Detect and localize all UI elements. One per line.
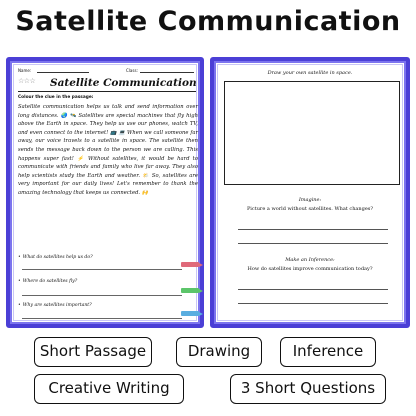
- answer-line-3[interactable]: [22, 318, 182, 319]
- answer-line-1[interactable]: [22, 269, 182, 270]
- class-label: Class:: [126, 68, 138, 73]
- question-2: • Where do satellites fly?: [18, 279, 78, 284]
- draw-instruction: Draw your own satellite in space.: [267, 70, 353, 76]
- name-label: Name:: [18, 68, 32, 73]
- imagine-heading: Imagine:: [298, 197, 322, 203]
- worksheet-title: Satellite Communication: [50, 77, 197, 89]
- class-line: [140, 72, 194, 73]
- inference-answer-line-1[interactable]: [238, 289, 388, 290]
- question-2-text: Where do satellites fly?: [22, 279, 78, 284]
- inference-heading: Make an Inference:: [285, 257, 335, 263]
- inference-answer-line-2[interactable]: [238, 303, 388, 304]
- pink-crayon-icon: [181, 262, 199, 267]
- imagine-prompt: Picture a world without satellites. What changes?: [246, 206, 374, 212]
- inference-prompt: How do satellites improve communication today?: [247, 266, 373, 272]
- tag-short-passage: Short Passage: [34, 337, 152, 367]
- tag-creative-writing: Creative Writing: [34, 374, 184, 404]
- rating-stars-icon: ☆☆☆: [18, 77, 36, 85]
- name-row: [18, 68, 192, 76]
- tag-short-questions: 3 Short Questions: [230, 374, 386, 404]
- imagine-answer-line-2[interactable]: [238, 243, 388, 244]
- reading-worksheet: [6, 57, 204, 328]
- tag-inference: Inference: [280, 337, 376, 367]
- question-3-text: Why are satellites important?: [22, 303, 92, 308]
- imagine-answer-line-1[interactable]: [238, 229, 388, 230]
- reading-passage: Satellite communication helps us talk and send information over long distances. 🌏 🛰️ Satellites are special machines that fly high above the Earth in space. They help us use our phones, watch TV, and even connect to the internet! 📺 💻 When we call someone far away, our voice travels to a satellite in space. The satellite then sends the message back down to the person we are calling. This happens super fast! ⚡ Without satellites, it would be hard to communicate with friends and family who live far away. They also help scientists study the Earth and weather. 🌤️ So, satellites are very important for our daily lives! Let's remember to thank the amazing technology that keeps us connected. 🙌: [18, 104, 198, 196]
- drawing-area[interactable]: [224, 81, 400, 185]
- answer-line-2[interactable]: [22, 295, 182, 296]
- title-divider: [18, 91, 196, 92]
- name-line: [37, 72, 89, 73]
- question-3: • Why are satellites important?: [18, 303, 92, 308]
- question-1: • What do satellites help us do?: [18, 255, 93, 260]
- blue-crayon-icon: [181, 311, 199, 316]
- page-title: Satellite Communication: [15, 6, 401, 37]
- green-crayon-icon: [181, 288, 199, 293]
- question-1-text: What do satellites help us do?: [22, 255, 93, 260]
- instruction-text: Colour the clue in the passage:: [18, 95, 94, 100]
- tag-drawing: Drawing: [176, 337, 262, 367]
- activity-worksheet: [210, 57, 410, 328]
